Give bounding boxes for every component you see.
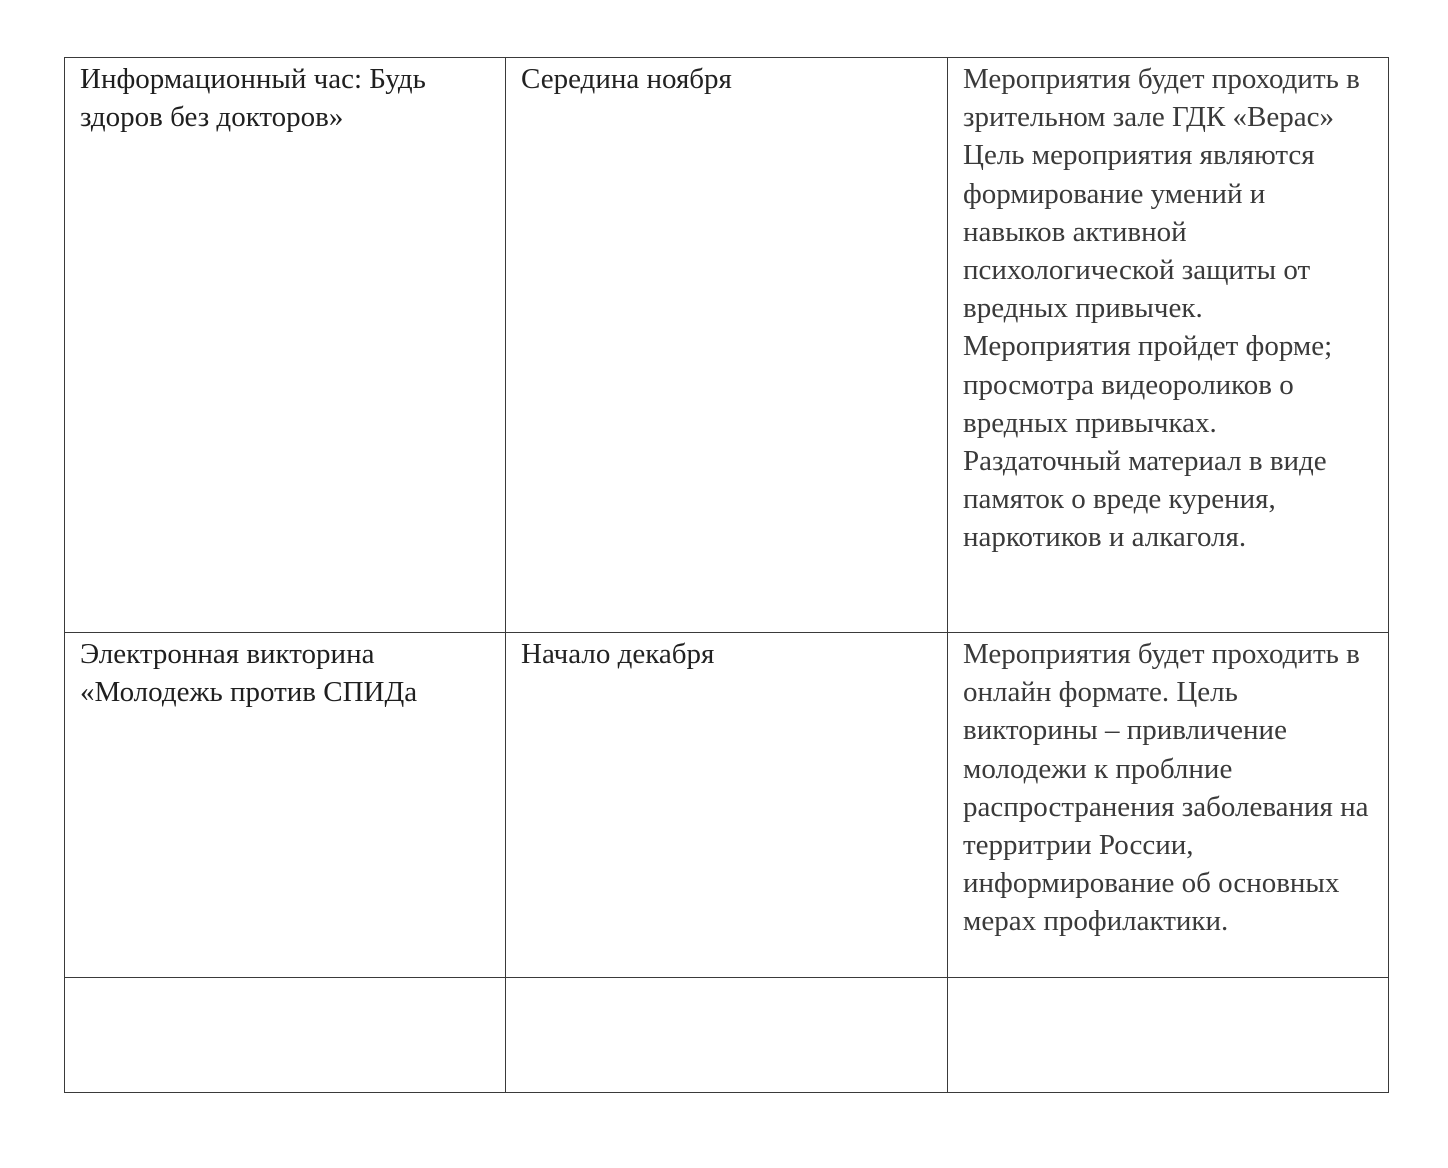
table-row: [65, 58, 1389, 633]
event-description-cell: Мероприятия будет проходить в онлайн формате. Цель викторины – привличение молодежи к проблние распространения заболевания на территрии России, информирование об основных мерах профилактики.: [948, 633, 1389, 978]
events-table: [64, 57, 1389, 1093]
event-name-cell: [65, 978, 506, 1093]
event-date-cell: Начало декабря: [506, 633, 948, 978]
event-date-cell: [506, 978, 948, 1093]
table-row: [65, 978, 1389, 1093]
table-row: [65, 633, 1389, 978]
event-description-cell: Мероприятия будет проходить в зрительном зале ГДК «Верас» Цель мероприятия являются формирование умений и навыков активной психологической защиты от вредных привычек. Мероприятия пройдет форме; просмотра видеороликов о вредных привычках. Раздаточный материал в виде памяток о вреде курения, наркотиков и алкаголя.: [948, 58, 1389, 633]
event-name-cell: Электронная викторина «Молодежь против СПИДа: [65, 633, 506, 978]
event-description-cell: [948, 978, 1389, 1093]
event-date-cell: Середина ноября: [506, 58, 948, 633]
document-page: [64, 57, 1388, 1092]
event-name-cell: Информационный час: Будь здоров без докторов»: [65, 58, 506, 633]
